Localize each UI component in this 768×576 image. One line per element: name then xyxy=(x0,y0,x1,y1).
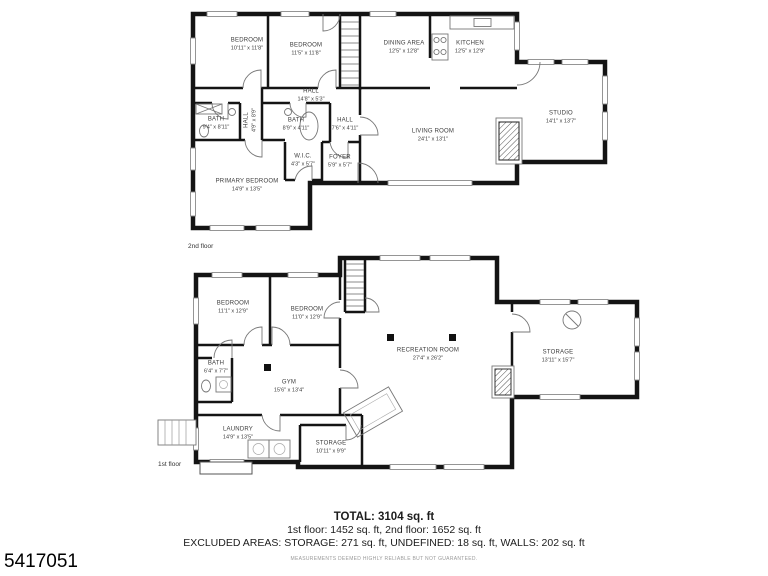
pool-table xyxy=(343,387,402,437)
exterior-stairs xyxy=(158,420,196,445)
room-label-dining-area: DINING AREA 12'5" x 12'8" xyxy=(383,40,425,55)
room-label-hall-2: HALL 7'6" x 4'11" xyxy=(331,117,359,132)
porch xyxy=(200,462,252,474)
sink xyxy=(216,377,231,392)
room-label-bath-3: BATH 6'4" x 7'7" xyxy=(203,360,229,375)
room-label-studio: STUDIO 14'1" x 13'7" xyxy=(545,110,577,125)
post xyxy=(449,334,456,341)
room-label-bedroom-2: BEDROOM 11'5" x 11'8" xyxy=(289,42,323,57)
room-label-bath-2: BATH 8'9" x 4'11" xyxy=(282,117,310,132)
floor-label-2nd: 2nd floor xyxy=(188,243,214,250)
stairs-first-floor xyxy=(346,264,364,306)
toilet xyxy=(202,380,211,392)
room-label-primary-bedroom: PRIMARY BEDROOM 14'9" x 13'5" xyxy=(215,178,279,193)
summary-floors: 1st floor: 1452 sq. ft, 2nd floor: 1652 sq. ft xyxy=(287,524,481,536)
room-label-recreation-room: RECREATION ROOM 27'4" x 26'2" xyxy=(396,347,460,362)
room-label-hall-main: HALL 14'8" x 5'3" xyxy=(297,88,325,103)
stairs-second-floor xyxy=(341,22,359,85)
room-label-wic: W.I.C. 4'3" x 5'7" xyxy=(290,153,316,168)
photo-id: 5417051 xyxy=(4,551,78,572)
dryer xyxy=(269,440,290,458)
room-label-bedroom-1: BEDROOM 10'11" x 11'8" xyxy=(230,37,264,52)
summary-excluded: EXCLUDED AREAS: STORAGE: 271 sq. ft, UNDEFINED: 18 sq. ft, WALLS: 202 sq. ft xyxy=(183,537,585,549)
room-label-gym: GYM 15'6" x 13'4" xyxy=(273,379,305,394)
summary-total: TOTAL: 3104 sq. ft xyxy=(333,511,435,523)
post xyxy=(264,364,271,371)
room-label-foyer: FOYER 5'9" x 5'7" xyxy=(327,154,353,169)
room-label-bedroom-4: BEDROOM 11'0" x 12'9" xyxy=(290,306,324,321)
room-label-living-room: LIVING ROOM 24'1" x 13'1" xyxy=(411,128,455,143)
summary-disclaimer: MEASUREMENTS DEEMED HIGHLY RELIABLE BUT NOT GUARANTEED. xyxy=(290,556,478,562)
post xyxy=(387,334,394,341)
room-label-bedroom-3: BEDROOM 11'1" x 12'9" xyxy=(216,300,250,315)
room-label-storage-bottom: STORAGE 10'11" x 9'9" xyxy=(315,440,347,455)
fireplace-second-floor xyxy=(496,118,522,164)
doors-first-floor xyxy=(214,298,530,440)
room-label-storage-right: STORAGE 13'11" x 15'7" xyxy=(541,349,575,364)
summary-block xyxy=(0,511,768,562)
room-label-kitchen: KITCHEN 12'5" x 12'9" xyxy=(454,40,486,55)
washer xyxy=(248,440,269,458)
floor-label-1st: 1st floor xyxy=(158,461,182,468)
room-label-bath-1: BATH 9'4" x 8'11" xyxy=(202,116,230,131)
room-label-laundry: LAUNDRY 14'9" x 13'5" xyxy=(222,426,254,441)
first-floor-objects xyxy=(158,311,581,474)
room-label-hall-vertical: HALL 4'9" x 8'9" xyxy=(243,107,258,133)
chimney xyxy=(495,369,511,395)
